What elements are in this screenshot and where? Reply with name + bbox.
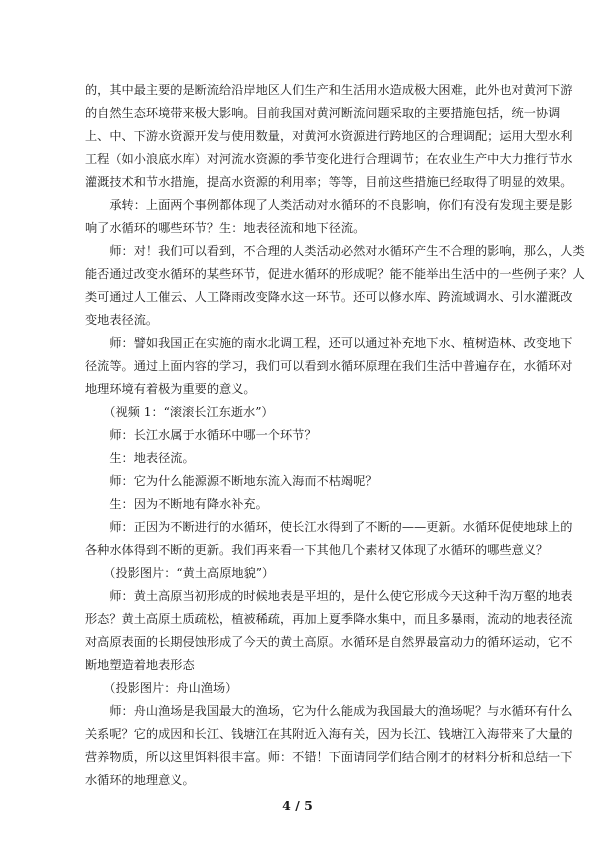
text-line: 师：长江水属于水循环中哪一个环节？ [85,428,317,442]
text-line: 师：黄土高原当初形成的时候地表是平坦的，是什么使它形成今天这种千沟万壑的地表 [85,589,573,603]
text-line: 地理环境有着极为重要的意义。 [85,382,256,396]
text-line: 师：它为什么能源源不断地东流入海而不枯竭呢？ [85,474,378,488]
text-line: 师：对！我们可以看到，不合理的人类活动必然对水循环产生不合理的影响，那么，人类 [85,244,585,258]
text-line: 的自然生态环境带来极大影响。目前我国对黄河断流问题采取的主要措施包括，统一协调 [85,106,561,120]
text-line: （投影图片：“黄土高原地貌”） [85,566,275,580]
text-line: 类可通过人工催云、人工降雨改变降水这一环节。还可以修水库、跨流域调水、引水灌溉改 [85,290,573,304]
text-line: 工程（如小浪底水库）对河流水资源的季节变化进行合理调节；在农业生产中大力推行节水 [85,152,573,166]
text-line: 营养物质，所以这里饵料很丰富。师：不错！下面请同学们结合刚才的材料分析和总结一下 [85,750,573,764]
text-line: 师：正因为不断进行的水循环，使长江水得到了不断的——更新。水循环促使地球上的 [85,520,573,534]
text-line: 灌溉技术和节水措施，提高水资源的利用率；等等，目前这些措施已经取得了明显的效果。 [85,175,573,189]
text-line: （视频 1：“滚滚长江东逝水”） [85,405,274,419]
text-line: 对高原表面的长期侵蚀形成了今天的黄土高原。水循环是自然界最富动力的循环运动，它不 [85,635,573,649]
text-line: 生：因为不断地有降水补充。 [85,497,268,511]
text-line: 形态？黄土高原土质疏松，植被稀疏，再加上夏季降水集中，而且多暴雨，流动的地表径流 [85,612,573,626]
text-line: 师：舟山渔场是我国最大的渔场，它为什么能成为我国最大的渔场呢？与水循环有什么 [85,704,573,718]
page-number: 4 / 5 [282,798,313,813]
text-line: 变地表径流。 [85,313,159,327]
text-line: 径流等。通过上面内容的学习，我们可以看到水循环原理在我们生活中普遍存在，水循环对 [85,359,573,373]
text-line: 承转：上面两个事例都体现了人类活动对水循环的不良影响，你们有没有发现主要是影 [85,198,573,212]
text-line: 各种水体得到不断的更新。我们再来看一下其他几个素材又体现了水循环的哪些意义？ [85,543,549,557]
text-line: 响了水循环的哪些环节？生：地表径流和地下径流。 [85,221,366,235]
text-line: 关系呢？它的成因和长江、钱塘江在其附近入海有关，因为长江、钱塘江入海带来了大量的 [85,727,573,741]
text-line: 上、中、下游水资源开发与使用数量，对黄河水资源进行跨地区的合理调配；运用大型水利 [85,129,573,143]
text-line: 能否通过改变水循环的某些环节，促进水循环的形成呢？能不能举出生活中的一些例子来？人 [85,267,585,281]
text-line: 水循环的地理意义。 [85,773,195,787]
text-line: 生：地表径流。 [85,451,195,465]
text-line: （投影图片：舟山渔场） [85,681,238,695]
text-line: 师：譬如我国正在实施的南水北调工程，还可以通过补充地下水、植树造林、改变地下 [85,336,573,350]
text-line: 的，其中最主要的是断流给沿岸地区人们生产和生活用水造成极大困难，此外也对黄河下游 [85,83,573,97]
text-line: 断地塑造着地表形态 [85,658,195,672]
